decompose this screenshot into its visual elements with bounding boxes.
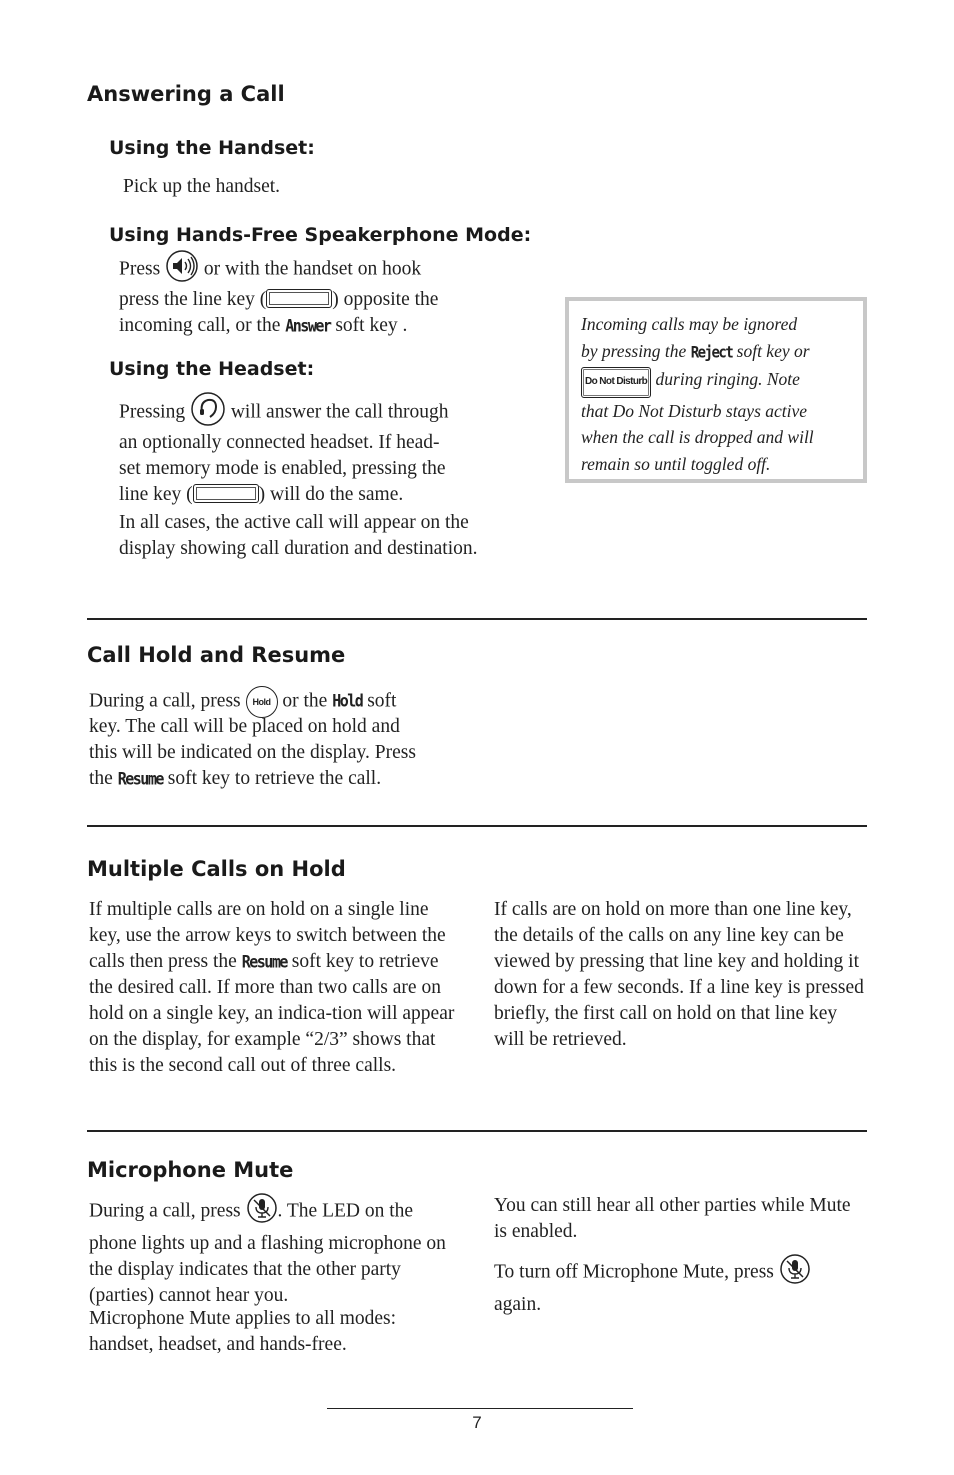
section-title-answering: Answering a Call xyxy=(87,82,285,106)
section-title-multiple: Multiple Calls on Hold xyxy=(87,857,346,881)
speaker-icon xyxy=(165,250,199,290)
headset-line-4: set memory mode is enabled, pressing the xyxy=(119,458,446,479)
section-divider xyxy=(87,618,867,620)
section-divider xyxy=(87,825,867,827)
mute-microphone-icon xyxy=(779,1254,811,1292)
mute-left-text: During a call, press . The LED on the phone lights up and a flashing microphone on the display indicates that the other party (parties) cannot hear you. xyxy=(89,1193,461,1309)
hold-paragraph: During a call, press Hold or the Hold soft key. The call will be placed on hold and this will be indicated on the display. Press the Resume soft key to retrieve the call. xyxy=(89,686,479,792)
footer-rule xyxy=(327,1408,633,1409)
headset-paragraph: Pressing will answer the call through an optionally connected headset. If head- set memory mode is enabled, pressing the line key ( ) will do the same. xyxy=(119,392,499,508)
softkey-hold: Hold xyxy=(332,691,363,712)
headset-icon xyxy=(190,392,226,434)
line-key-icon xyxy=(266,289,332,308)
line-key-icon xyxy=(193,484,259,503)
multiple-right-text: If calls are on hold on more than one line key, the details of the calls on any line key can be viewed by pressing that line key and holding it down for a few seconds. If a line key is pressed briefly, the first call on hold on that line key will be retrieved. xyxy=(494,899,864,1050)
all-cases-text: In all cases, the active call will appear on the display showing call duration and destination. xyxy=(119,512,478,559)
do-not-disturb-key: Do Not Disturb xyxy=(581,367,651,398)
headset-line-3: an optionally connected headset. If head- xyxy=(119,432,440,453)
softkey-reject: Reject xyxy=(690,343,733,362)
mute-microphone-icon xyxy=(246,1193,278,1231)
section-divider xyxy=(87,1130,867,1132)
heading-speaker: Using Hands-Free Speakerphone Mode: xyxy=(109,224,532,246)
section-title-hold: Call Hold and Resume xyxy=(87,643,346,667)
mute-right-text-2: To turn off Microphone Mute, press again. xyxy=(494,1254,854,1318)
mute-right-text: You can still hear all other parties while Mute is enabled. xyxy=(494,1195,851,1242)
softkey-resume: Resume xyxy=(117,768,163,790)
mute-left-text-2: Microphone Mute applies to all modes: handset, headset, and hands-free. xyxy=(89,1308,397,1355)
speaker-paragraph: Press or with the handset on hook press the line key ( ) opposite the incoming call, or the Answer soft key . xyxy=(119,250,539,339)
multiple-left-text: If multiple calls are on hold on a single line key, use the arrow keys to switch between the calls then press the Resume soft key to retrieve the desired call. If more than two calls are on hold on a single key, an indica-tion will appear on the display, for example “2/3” shows that this is the second call out of three calls. xyxy=(89,899,455,1076)
note-box: Incoming calls may be ignored by pressing the Reject soft key or Do Not Disturb during ringing. Note that Do Not Disturb stays active when the call is dropped and will remain so until toggled off. xyxy=(565,297,867,483)
page-number: 7 xyxy=(472,1413,482,1432)
heading-headset: Using the Headset: xyxy=(109,358,315,380)
handset-text: Pick up the handset. xyxy=(123,176,281,197)
softkey-answer: Answer xyxy=(285,315,331,337)
section-title-mute: Microphone Mute xyxy=(87,1158,294,1182)
hold-button-icon: Hold xyxy=(246,686,278,718)
softkey-resume: Resume xyxy=(241,951,287,973)
heading-handset: Using the Handset: xyxy=(109,137,315,159)
